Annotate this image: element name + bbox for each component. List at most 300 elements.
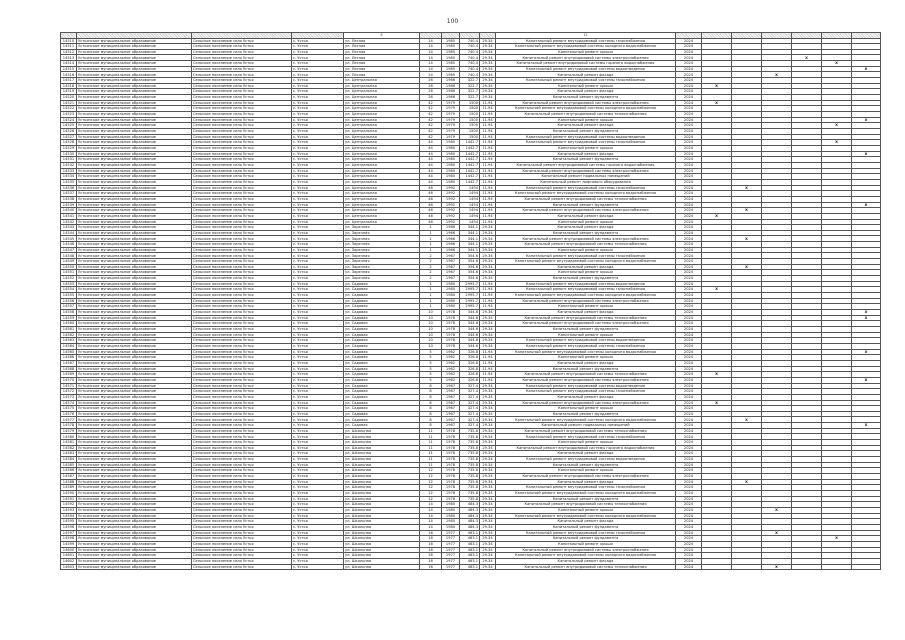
table-cell: ул. Школьная [344, 530, 420, 536]
table-cell: 2024 [676, 100, 702, 106]
table-cell: ул. Школьная [344, 553, 420, 559]
table-cell: Сельское поселение село Устья [192, 236, 292, 242]
table-cell [852, 564, 881, 570]
table-cell: ул. Заречная [344, 242, 420, 248]
table-cell: 44 [420, 140, 442, 146]
table-cell: Сельское поселение село Устья [192, 78, 292, 84]
table-cell: Капитальный ремонт фасада [496, 89, 676, 95]
table-cell: Устьянское муниципальное образование [77, 100, 192, 106]
table-cell: 1985 [442, 49, 460, 55]
table-cell: с. Устья [292, 112, 344, 118]
table-cell: X [852, 423, 881, 429]
table-cell: Капитальный ремонт внутридомовой системы электроснабжения [496, 298, 676, 304]
table-cell: 2024 [676, 496, 702, 502]
header-cell: 8 [344, 33, 420, 39]
table-cell: 2024 [676, 457, 702, 463]
table-cell: 2024 [676, 38, 702, 44]
table-cell: 29.34 [480, 310, 496, 316]
table-cell: 14582 [61, 445, 77, 451]
table-cell: 29.34 [480, 417, 496, 423]
table-cell: 1985 [442, 44, 460, 50]
table-cell: с. Устья [292, 321, 344, 327]
table-cell: 2024 [676, 134, 702, 140]
table-cell: 1979 [442, 117, 460, 123]
table-cell: 14586 [61, 468, 77, 474]
table-cell: 1962 [442, 372, 460, 378]
table-cell: Сельское поселение село Устья [192, 349, 292, 355]
table-cell: 11 [420, 451, 442, 457]
table-cell: ул. Школьная [344, 519, 420, 525]
table-cell: 2024 [676, 553, 702, 559]
table-cell: ул. Заречная [344, 236, 420, 242]
table-cell: 11 [420, 457, 442, 463]
table-cell: Устьянское муниципальное образование [77, 411, 192, 417]
table-cell: 2995.7 [460, 298, 480, 304]
table-cell: 326.8 [460, 349, 480, 355]
table-cell: 29.34 [480, 326, 496, 332]
table-cell: 14595 [61, 519, 77, 525]
table-cell: Устьянское муниципальное образование [77, 496, 192, 502]
table-cell: 12 [420, 496, 442, 502]
table-cell: 29.34 [480, 66, 496, 72]
table-cell: Сельское поселение село Устья [192, 440, 292, 446]
table-cell: 5 [420, 349, 442, 355]
table-cell: 5 [420, 366, 442, 372]
table-cell: 29.34 [480, 468, 496, 474]
table-cell: Сельское поселение село Устья [192, 259, 292, 265]
table-cell: ул. Центральная [344, 145, 420, 151]
table-cell: 735.8 [460, 468, 480, 474]
table-cell: 484.3 [460, 519, 480, 525]
table-cell: 2024 [676, 541, 702, 547]
table-cell: Устьянское муниципальное образование [77, 445, 192, 451]
table-cell: Сельское поселение село Устья [192, 168, 292, 174]
table-cell: Сельское поселение село Устья [192, 372, 292, 378]
table-cell: 2024 [676, 485, 702, 491]
table-cell: Сельское поселение село Устья [192, 355, 292, 361]
table-cell: 1967 [442, 417, 460, 423]
table-cell: 327.4 [460, 394, 480, 400]
table-cell: 2024 [676, 389, 702, 395]
table-cell: 14515 [61, 66, 77, 72]
table-cell: 1967 [442, 270, 460, 276]
table-cell: Устьянское муниципальное образование [77, 474, 192, 480]
table-cell: с. Устья [292, 440, 344, 446]
table-cell: Капитальный ремонт внутридомовой системы электроснабжения [496, 321, 676, 327]
table-cell: ул. Школьная [344, 462, 420, 468]
table-cell: Капитальный ремонт крыши [496, 83, 676, 89]
table-cell: Устьянское муниципальное образование [77, 145, 192, 151]
table-cell: 1494 [460, 191, 480, 197]
table-cell: с. Устья [292, 140, 344, 146]
table-cell: 8 [420, 400, 442, 406]
table-cell: Капитальный ремонт крыши [496, 406, 676, 412]
table-cell: Сельское поселение село Устья [192, 315, 292, 321]
table-cell: 2024 [676, 423, 702, 429]
table-cell: 44 [420, 162, 442, 168]
table-cell: с. Устья [292, 564, 344, 570]
table-cell: Капитальный ремонт внутридомовой системы газоснабжения [496, 287, 676, 293]
table-cell: Сельское поселение село Устья [192, 310, 292, 316]
table-cell: 2024 [676, 174, 702, 180]
table-cell: 14 [420, 72, 442, 78]
table-cell: Сельское поселение село Устья [192, 55, 292, 61]
table-cell: Сельское поселение село Устья [192, 145, 292, 151]
table-cell: Капитальный ремонт внутридомовой системы газоснабжения [496, 389, 676, 395]
table-cell: Капитальный ремонт внутридомовой системы газоснабжения [496, 78, 676, 84]
table-cell: 1980 [442, 507, 460, 513]
table-cell: с. Устья [292, 451, 344, 457]
table-cell: X [702, 83, 732, 89]
table-cell: 322.7 [460, 83, 480, 89]
table-cell: 354.6 [460, 276, 480, 282]
table-cell: 14560 [61, 321, 77, 327]
table-cell: с. Устья [292, 411, 344, 417]
table-cell: Капитальный ремонт фундамента [496, 411, 676, 417]
table-cell: Сельское поселение село Устья [192, 298, 292, 304]
table-cell: с. Устья [292, 513, 344, 519]
table-cell: 14581 [61, 440, 77, 446]
table-cell: 1500 [460, 134, 480, 140]
table-cell: Устьянское муниципальное образование [77, 168, 192, 174]
table-cell: ул. Центральная [344, 123, 420, 129]
table-cell: Сельское поселение село Устья [192, 112, 292, 118]
table-cell: Устьянское муниципальное образование [77, 38, 192, 44]
table-cell: 5 [420, 377, 442, 383]
table-cell: с. Устья [292, 129, 344, 135]
table-cell: 1980 [442, 145, 460, 151]
table-cell: 11.94 [480, 123, 496, 129]
table-cell: Устьянское муниципальное образование [77, 468, 192, 474]
table-cell: 14596 [61, 524, 77, 530]
table-cell: Сельское поселение село Устья [192, 457, 292, 463]
table-cell: Капитальный ремонт крыши [496, 440, 676, 446]
table-cell: ул. Садовая [344, 349, 420, 355]
table-cell: 29.34 [480, 83, 496, 89]
table-cell: Устьянское муниципальное образование [77, 55, 192, 61]
table-cell: Устьянское муниципальное образование [77, 355, 192, 361]
table-cell: 29.34 [480, 343, 496, 349]
table-cell: 14531 [61, 157, 77, 163]
table-cell: X [702, 287, 732, 293]
table-cell: 14 [420, 49, 442, 55]
table-cell: 11.94 [480, 174, 496, 180]
table-cell: 2024 [676, 287, 702, 293]
table-cell: 2024 [676, 264, 702, 270]
table-cell: 14510 [61, 38, 77, 44]
table-cell: 1980 [442, 168, 460, 174]
table-cell: Капитальный ремонт фасада [496, 451, 676, 457]
table-cell: Сельское поселение село Устья [192, 230, 292, 236]
table-cell: 44 [420, 151, 442, 157]
table-cell: ул. Заречная [344, 253, 420, 259]
table-cell: Устьянское муниципальное образование [77, 259, 192, 265]
table-cell: с. Устья [292, 44, 344, 50]
table-cell: 1992 [442, 208, 460, 214]
table-cell: 1 [420, 293, 442, 299]
table-cell: 14 [420, 66, 442, 72]
table-cell: 2024 [676, 355, 702, 361]
table-cell: 16 [420, 558, 442, 564]
table-cell: 1 [420, 287, 442, 293]
table-cell: 11.94 [480, 377, 496, 383]
table-cell: Устьянское муниципальное образование [77, 95, 192, 101]
table-cell: 1967 [442, 264, 460, 270]
table-cell: 354.6 [460, 264, 480, 270]
table-cell: 26 [420, 78, 442, 84]
table-cell: 2024 [676, 129, 702, 135]
table-cell: Сельское поселение село Устья [192, 44, 292, 50]
table-cell: 735.8 [460, 445, 480, 451]
table-cell: ул. Центральная [344, 157, 420, 163]
table-cell: 1979 [442, 106, 460, 112]
table-cell: Капитальный ремонт фундамента [496, 536, 676, 542]
table-cell: Устьянское муниципальное образование [77, 208, 192, 214]
table-cell: Сельское поселение село Устья [192, 468, 292, 474]
table-cell: 2024 [676, 474, 702, 480]
table-cell: ул. Заречная [344, 247, 420, 253]
table-cell: Капитальный ремонт внутридомовой системы холодного водоснабжения [496, 513, 676, 519]
table-cell: Устьянское муниципальное образование [77, 287, 192, 293]
table-cell: 29.34 [480, 236, 496, 242]
table-cell: Сельское поселение село Устья [192, 202, 292, 208]
table-cell: Сельское поселение село Устья [192, 100, 292, 106]
table-cell: ул. Садовая [344, 281, 420, 287]
table-cell: Капитальный ремонт внутридомовой системы водоотведения [496, 66, 676, 72]
table-cell: 326.8 [460, 366, 480, 372]
table-cell: 2024 [676, 321, 702, 327]
table-cell: 14536 [61, 185, 77, 191]
data-table [60, 32, 881, 570]
table-cell: 14 [420, 524, 442, 530]
table-cell: 29.34 [480, 541, 496, 547]
table-cell: 2995.7 [460, 293, 480, 299]
table-cell: ул. Центральная [344, 100, 420, 106]
table-cell: 11.94 [480, 202, 496, 208]
table-cell: Капитальный ремонт внутридомовой системы холодного водоснабжения [496, 293, 676, 299]
table-cell: 2024 [676, 270, 702, 276]
table-cell: 14534 [61, 174, 77, 180]
table-cell: 2024 [676, 558, 702, 564]
table-cell: 1978 [442, 310, 460, 316]
table-cell: Сельское поселение село Устья [192, 406, 292, 412]
table-cell: 29.34 [480, 38, 496, 44]
table-cell: ул. Школьная [344, 468, 420, 474]
table-cell: ул. Садовая [344, 293, 420, 299]
table-cell: 1967 [442, 253, 460, 259]
table-cell: 2024 [676, 462, 702, 468]
table-cell: 740.4 [460, 38, 480, 44]
table-cell: 1978 [442, 491, 460, 497]
table-cell: 2024 [676, 360, 702, 366]
table-cell: 29.34 [480, 49, 496, 55]
table-cell: 2024 [676, 117, 702, 123]
table-cell: Устьянское муниципальное образование [77, 394, 192, 400]
table-cell: 2024 [676, 491, 702, 497]
table-cell: Капитальный ремонт фундамента [496, 157, 676, 163]
table-cell: Устьянское муниципальное образование [77, 112, 192, 118]
table-cell: ул. Школьная [344, 524, 420, 530]
table-cell: с. Устья [292, 287, 344, 293]
table-cell: Сельское поселение село Устья [192, 185, 292, 191]
table-cell: 1978 [442, 468, 460, 474]
table-cell: 2024 [676, 434, 702, 440]
table-cell: Сельское поселение село Устья [192, 507, 292, 513]
table-cell: Устьянское муниципальное образование [77, 507, 192, 513]
table-cell: Устьянское муниципальное образование [77, 383, 192, 389]
table-cell: 14592 [61, 502, 77, 508]
table-cell: Устьянское муниципальное образование [77, 372, 192, 378]
table-cell: Сельское поселение село Устья [192, 191, 292, 197]
table-cell: 12 [420, 468, 442, 474]
table-cell: Устьянское муниципальное образование [77, 541, 192, 547]
table-cell: 344.6 [460, 315, 480, 321]
table-cell: с. Устья [292, 213, 344, 219]
table-cell: X [702, 100, 732, 106]
table-cell: Капитальный ремонт внутридомовой системы горячего водоснабжения [496, 162, 676, 168]
table-cell: Капитальный ремонт внутридомовой системы водоотведения [496, 338, 676, 344]
table-cell: 463.1 [460, 558, 480, 564]
table-cell: 735.8 [460, 479, 480, 485]
table-cell: с. Устья [292, 38, 344, 44]
table-cell: 14528 [61, 140, 77, 146]
table-cell: X [792, 55, 822, 61]
table-cell: 1500 [460, 106, 480, 112]
page-number: 100 [446, 18, 459, 25]
table-cell: 11 [420, 434, 442, 440]
table-cell: Капитальный ремонт внутридомовой системы теплоснабжения [496, 428, 676, 434]
table-cell: 1985 [442, 38, 460, 44]
table-cell: Устьянское муниципальное образование [77, 524, 192, 530]
table-cell: 2024 [676, 168, 702, 174]
table-cell: Капитальный ремонт внутридомовой системы газоснабжения [496, 485, 676, 491]
table-cell: 1967 [442, 383, 460, 389]
table-cell: 1 [420, 225, 442, 231]
table-cell: 42 [420, 129, 442, 135]
table-cell: 740.4 [460, 66, 480, 72]
table-cell: 1494 [460, 213, 480, 219]
table-cell: Устьянское муниципальное образование [77, 247, 192, 253]
table-cell: 29.34 [480, 513, 496, 519]
table-cell: 1966 [442, 242, 460, 248]
table-cell: X [852, 66, 881, 72]
table-cell: с. Устья [292, 247, 344, 253]
table-cell: 1967 [442, 411, 460, 417]
table-cell: 29.34 [480, 389, 496, 395]
table-cell: 14576 [61, 411, 77, 417]
table-cell: 11 [420, 440, 442, 446]
table-cell: 2024 [676, 151, 702, 157]
table-cell: 29.34 [480, 276, 496, 282]
table-cell: 11 [420, 445, 442, 451]
table-cell: с. Устья [292, 445, 344, 451]
table-cell: 14564 [61, 343, 77, 349]
table-cell: Капитальный ремонт лифтового оборудования [496, 179, 676, 185]
table-cell: ул. Садовая [344, 377, 420, 383]
table-cell: с. Устья [292, 134, 344, 140]
table-cell: 14 [420, 55, 442, 61]
table-cell: с. Устья [292, 61, 344, 67]
table-cell: 2995.7 [460, 281, 480, 287]
table-cell: Капитальный ремонт крыши [496, 468, 676, 474]
table-cell: 1966 [442, 230, 460, 236]
table-cell: Капитальный ремонт внутридомовой системы холодного водоснабжения [496, 553, 676, 559]
table-cell: 2024 [676, 242, 702, 248]
table-cell: 2 [420, 253, 442, 259]
table-cell: 46 [420, 208, 442, 214]
table-cell: Устьянское муниципальное образование [77, 49, 192, 55]
table-cell: с. Устья [292, 332, 344, 338]
table-cell: 1979 [442, 123, 460, 129]
table-cell: 14594 [61, 513, 77, 519]
table-cell: 1978 [442, 321, 460, 327]
table-cell: X [852, 377, 881, 383]
table-cell: Капитальный ремонт фундамента [496, 524, 676, 530]
table-cell: 29.34 [480, 406, 496, 412]
table-cell: Капитальный ремонт фундамента [496, 276, 676, 282]
table-cell: 1980 [442, 179, 460, 185]
table-cell: 1978 [442, 343, 460, 349]
table-cell: Капитальный ремонт крыши [496, 145, 676, 151]
table-cell: 29.34 [480, 502, 496, 508]
table-cell: 2024 [676, 411, 702, 417]
table-cell: 11.94 [480, 134, 496, 140]
table-cell: 5 [420, 355, 442, 361]
table-cell: 14578 [61, 423, 77, 429]
table-cell: Устьянское муниципальное образование [77, 536, 192, 542]
table-cell: Капитальный ремонт внутридомовой системы газоснабжения [496, 253, 676, 259]
table-cell: 29.34 [480, 89, 496, 95]
table-cell: 29.34 [480, 321, 496, 327]
table-cell: Капитальный ремонт фундамента [496, 129, 676, 135]
table-cell: 326.8 [460, 377, 480, 383]
table-cell: X [762, 507, 792, 513]
table-cell: Капитальный ремонт фасада [496, 72, 676, 78]
table-cell: Сельское поселение село Устья [192, 564, 292, 570]
table-cell: 2024 [676, 259, 702, 265]
table-cell: 14523 [61, 112, 77, 118]
table-cell: с. Устья [292, 366, 344, 372]
table-cell: Устьянское муниципальное образование [77, 276, 192, 282]
table-cell: 14583 [61, 451, 77, 457]
table-cell: 29.34 [480, 247, 496, 253]
table-cell: Капитальный ремонт внутридомовой системы холодного водоснабжения [496, 191, 676, 197]
table-cell: Капитальный ремонт внутридомовой системы теплоснабжения [496, 315, 676, 321]
table-cell: Капитальный ремонт фасада [496, 225, 676, 231]
table-cell: ул. Школьная [344, 457, 420, 463]
table-cell: 8 [420, 406, 442, 412]
table-cell: 2024 [676, 112, 702, 118]
table-cell: 2995.7 [460, 304, 480, 310]
table-cell: 1979 [442, 112, 460, 118]
table-cell: 26 [420, 83, 442, 89]
table-cell: Капитальный ремонт внутридомовой системы холодного водоснабжения [496, 349, 676, 355]
table-cell: ул. Садовая [344, 400, 420, 406]
table-cell: X [732, 208, 762, 214]
table-cell: 29.34 [480, 428, 496, 434]
table-cell: ул. Центральная [344, 179, 420, 185]
table-cell [732, 564, 762, 570]
table-cell: 14571 [61, 383, 77, 389]
table-cell: Сельское поселение село Устья [192, 140, 292, 146]
table-cell: 1962 [442, 360, 460, 366]
table-cell: 29.34 [480, 457, 496, 463]
table-cell: 344.6 [460, 326, 480, 332]
table-cell: 2024 [676, 451, 702, 457]
table-cell: 1500 [460, 112, 480, 118]
table-cell: с. Устья [292, 264, 344, 270]
table-cell: 1967 [442, 389, 460, 395]
